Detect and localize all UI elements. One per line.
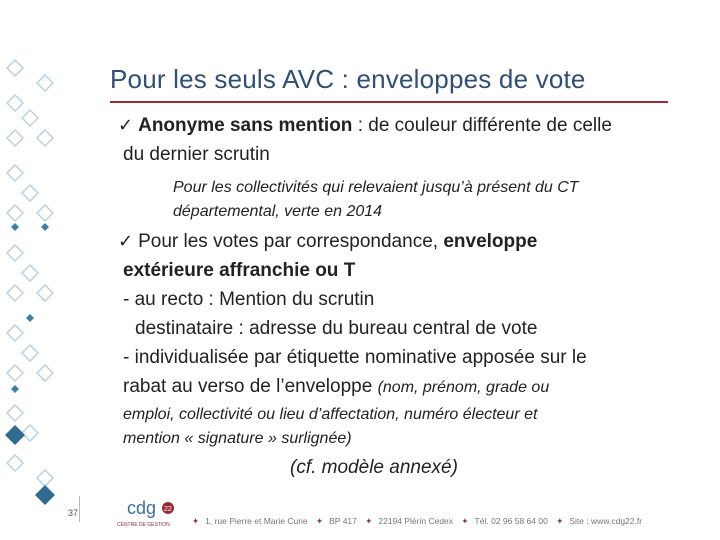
bullet1-rest: : de couleur différente de celle	[352, 115, 612, 136]
bullet2-line6-ital: (nom, prénom, grade ou	[377, 379, 550, 396]
bullet2-bold1: enveloppe	[443, 231, 538, 252]
footer-bp: BP 417	[329, 516, 357, 526]
bullet2-line5: - individualisée par étiquette nominative apposée sur le	[123, 347, 587, 368]
cdg22-logo	[113, 492, 185, 532]
footer-address: 1, rue Pierre et Marie Curie	[205, 516, 308, 526]
footer-site[interactable]: Site : www.cdg22.fr	[569, 516, 643, 526]
bullet2-line6	[123, 376, 549, 398]
bullet2-text: Pour les votes par correspondance,	[138, 231, 444, 252]
bullet-anonyme	[118, 115, 612, 137]
footer-bullet-icon: ✦	[192, 516, 200, 526]
footer-city: 22194 Plérin Cedex	[378, 516, 454, 526]
logo-text: cdg	[127, 498, 157, 518]
bullet2-bold2: extérieure affranchie ou T	[123, 260, 356, 281]
annex-reference: (cf. modèle annexé)	[290, 457, 458, 478]
title-underline	[110, 101, 668, 103]
footer-bullet-icon: ✦	[556, 516, 564, 526]
footer-contact	[186, 516, 642, 527]
bullet2-line8: mention « signature » surlignée)	[123, 430, 352, 447]
bullet2-line7: emploi, collectivité ou lieu d’affectation, numéro électeur et	[123, 406, 538, 423]
page-number: 37	[68, 508, 79, 518]
page-title: Pour les seuls AVC : enveloppes de vote	[110, 64, 586, 94]
bullet1-line2: du dernier scrutin	[123, 144, 270, 165]
bullet2-line4: destinataire : adresse du bureau central de vote	[135, 318, 538, 339]
bullet2-line3: - au recto : Mention du scrutin	[123, 289, 375, 310]
check-icon: ✓	[118, 231, 134, 251]
bullet2-line6-main: rabat au verso de l’enveloppe	[123, 376, 378, 397]
check-icon: ✓	[118, 115, 134, 135]
footer-bullet-icon: ✦	[365, 516, 373, 526]
note-line2: départemental, verte en 2014	[173, 203, 383, 220]
footer-bullet-icon: ✦	[316, 516, 324, 526]
bullet1-bold: Anonyme sans mention	[138, 115, 353, 136]
logo-caption: CENTRE DE GESTION	[117, 522, 170, 528]
bullet-correspondance	[118, 231, 537, 253]
page-number-divider	[79, 496, 80, 522]
note-line1: Pour les collectivités qui relevaient jusqu’à présent du CT	[173, 179, 579, 196]
decorative-diamond-pattern	[0, 0, 70, 540]
footer-tel: Tél. 02 96 58 64 00	[474, 516, 548, 526]
logo-number: 22	[164, 506, 172, 513]
footer-bullet-icon: ✦	[461, 516, 469, 526]
